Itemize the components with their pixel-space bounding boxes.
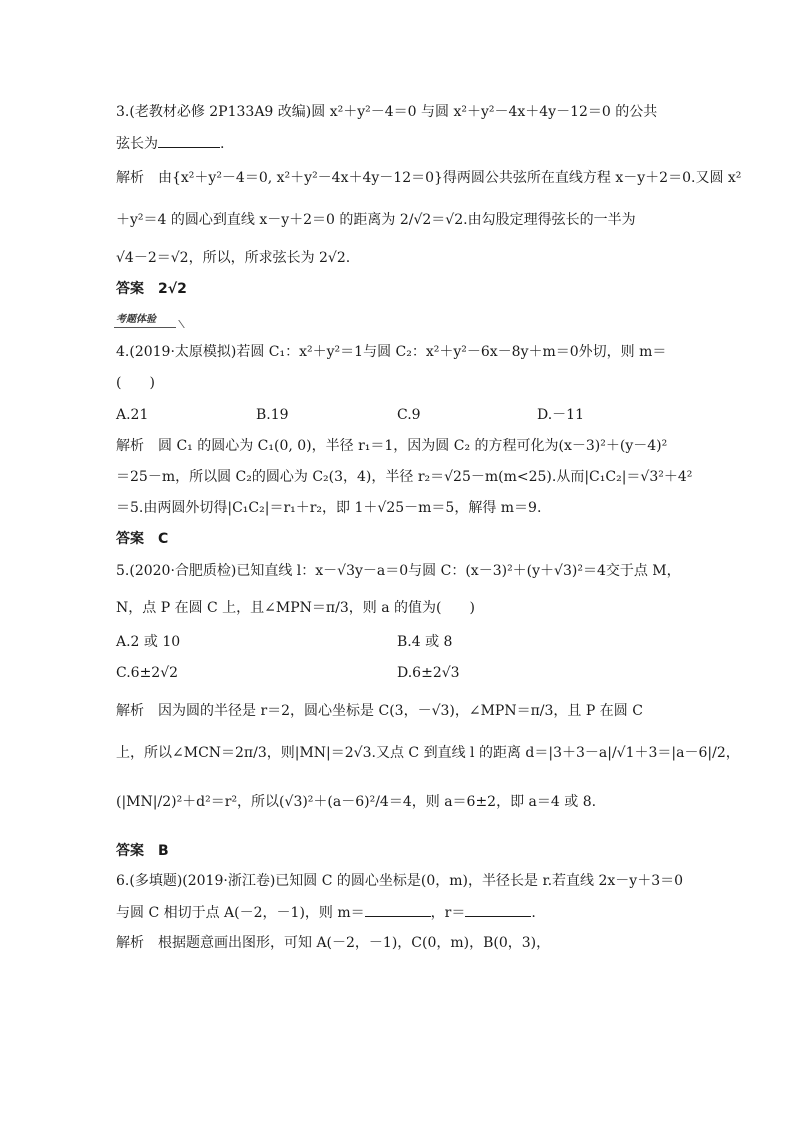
q4-solution-line1: 解析 圆 C₁ 的圆心为 C₁(0, 0)，半径 r₁＝1，因为圆 C₂ 的方程可化为(x－3)²＋(y－4)²	[116, 438, 668, 454]
q5-stem-line1: 5.(2020·合肥质检)已知直线 l：x－√3y－a＝0与圆 C：(x－3)²＋(y＋√3)²＝4交于点 M，	[116, 563, 681, 579]
q5-option-c: C.6±2√2	[116, 665, 179, 681]
q6-solution-line1: 解析 根据题意画出图形，可知 A(－2，－1)，C(0，m)，B(0，3)，	[116, 935, 551, 951]
q5-solution-line3: (|MN|/2)²＋d²＝r²，所以(√3)²＋(a－6)²/4＝4，则 a＝6±2，即 a＝4 或 8.	[116, 794, 597, 810]
q4-option-d: D.－11	[537, 407, 584, 423]
q5-option-a: A.2 或 10	[116, 634, 181, 650]
q4-answer: 答案 C	[116, 531, 169, 547]
q6-blank-r	[465, 902, 531, 917]
q4-option-c: C.9	[397, 407, 421, 423]
q3-stem-line1: 3.(老教材必修 2P133A9 改编)圆 x²＋y²－4＝0 与圆 x²＋y²－4x＋4y－12＝0 的公共	[116, 104, 658, 120]
q3-answer-blank	[158, 133, 220, 148]
q4-option-b: B.19	[256, 407, 289, 423]
q4-stem-line2: ( )	[116, 375, 155, 391]
section-tag: 考题体验	[114, 313, 176, 328]
q4-stem-line1: 4.(2019·太原模拟)若圆 C₁：x²＋y²＝1与圆 C₂：x²＋y²－6x－8y＋m＝0外切，则 m＝	[116, 344, 667, 360]
q3-solution-line3: √4－2＝√2，所以，所求弦长为 2√2.	[116, 250, 351, 266]
q6-stem-line1: 6.(多填题)(2019·浙江卷)已知圆 C 的圆心坐标是(0，m)，半径长是 r.若直线 2x－y＋3＝0	[116, 873, 684, 889]
q3-solution-line2: ＋y²＝4 的圆心到直线 x－y＋2＝0 的距离为 2/√2＝√2.由勾股定理得弦长的一半为	[116, 212, 636, 228]
q3-stem-line2: 弦长为 .	[116, 133, 224, 154]
q5-solution-line1: 解析 因为圆的半径是 r＝2，圆心坐标是 C(3，－√3)，∠MPN＝π/3，且 P 在圆 C	[116, 703, 643, 719]
q4-solution-line3: ＝5.由两圆外切得|C₁C₂|＝r₁＋r₂，即 1＋√25－m＝5，解得 m＝9.	[116, 500, 542, 516]
q3-answer: 答案 2√2	[116, 281, 187, 297]
q6-stem-text-a: 与圆 C 相切于点 A(－2，－1)，则 m＝	[116, 905, 365, 921]
q5-option-b: B.4 或 8	[397, 634, 453, 650]
q3-stem-text: 弦长为	[116, 136, 158, 152]
q3-solution-line1: 解析 由{x²＋y²－4＝0, x²＋y²－4x＋4y－12＝0}得两圆公共弦所在直线方程 x－y＋2＝0.又圆 x²	[116, 170, 742, 186]
q5-solution-line2: 上，所以∠MCN＝2π/3，则|MN|＝2√3.又点 C 到直线 l 的距离 d＝|3＋3－a|/√1＋3＝|a－6|/2，	[116, 745, 740, 761]
q6-stem-text-b: ，r＝	[430, 905, 466, 921]
q5-option-d: D.6±2√3	[397, 665, 460, 681]
q4-option-a: A.21	[116, 407, 149, 423]
q6-stem-line2: 与圆 C 相切于点 A(－2，－1)，则 m＝ ，r＝ .	[116, 902, 536, 923]
q6-blank-m	[365, 902, 431, 917]
q5-answer: 答案 B	[116, 843, 169, 859]
q4-solution-line2: ＝25－m，所以圆 C₂的圆心为 C₂(3，4)，半径 r₂＝√25－m(m<25).从而|C₁C₂|＝√3²＋4²	[116, 469, 693, 485]
q5-stem-line2: N，点 P 在圆 C 上，且∠MPN＝π/3，则 a 的值为( )	[116, 600, 475, 616]
